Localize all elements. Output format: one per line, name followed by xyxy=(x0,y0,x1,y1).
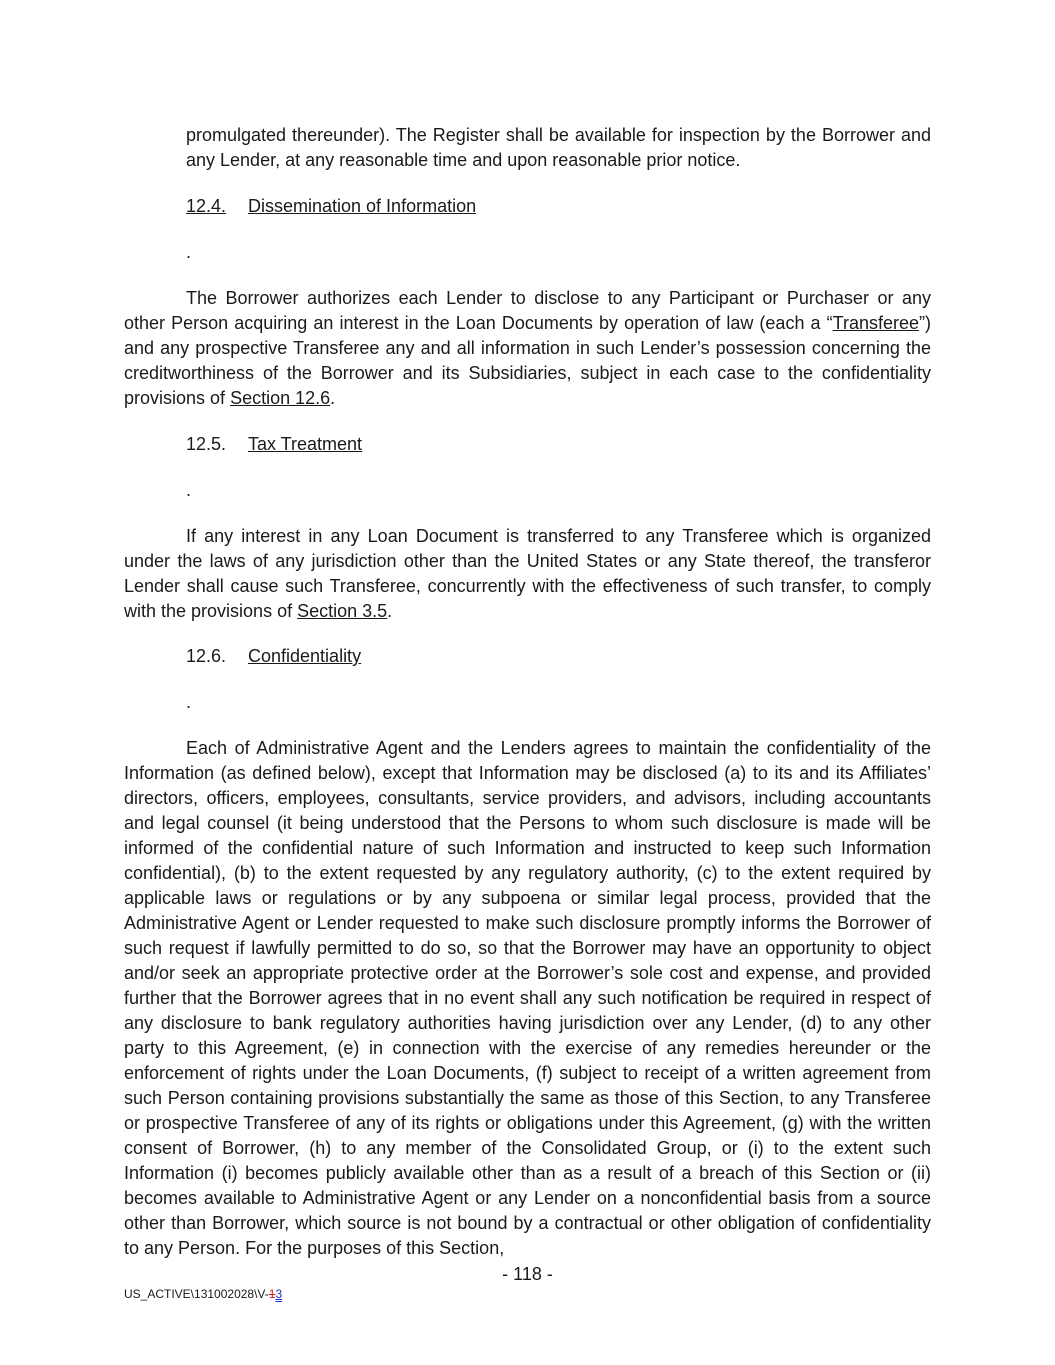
transferee-term: Transferee xyxy=(832,313,919,333)
section-12-4-body-a: The Borrower authorizes each Lender to disclose to any Participant or Purchaser or any other Person acquiring an interest in the Loan Documents by operation of law (each a “ xyxy=(124,288,931,333)
section-12-5-heading xyxy=(186,432,362,457)
section-12-4-dot: . xyxy=(186,242,192,262)
section-12-4-heading xyxy=(186,194,476,219)
document-id xyxy=(124,1286,282,1302)
section-12-6-reference: Section 12.6 xyxy=(230,388,331,408)
section-12-5-number: 12.5. xyxy=(186,434,227,454)
section-12-4-body xyxy=(124,286,931,411)
section-12-5-body-a: If any interest in any Loan Document is transferred to any Transferee which is organized under the laws of any jurisdiction other than the United States or any State thereof, the transferor Lender shall cause such Transferee, concurrently with the effectiveness of such transfer, to comply with the provisions of xyxy=(124,526,931,621)
section-12-5-body xyxy=(124,524,931,624)
section-12-5-title: Tax Treatment xyxy=(248,434,363,454)
section-12-4-body-c: . xyxy=(330,388,336,408)
section-12-5-body-b: . xyxy=(387,601,393,621)
section-3-5-reference: Section 3.5 xyxy=(297,601,388,621)
page-number: - 118 - xyxy=(502,1264,553,1284)
intro-paragraph: promulgated thereunder). The Register shall be available for inspection by the Borrower and any Lender, at any reasonable time and upon reasonable prior notice. xyxy=(186,125,931,170)
section-12-6-title: Confidentiality xyxy=(248,646,362,666)
section-12-6-number: 12.6. xyxy=(186,646,227,666)
section-12-4-body-b: ”) and any prospective Transferee any and all information in such Lender’s possession concerning the creditworthiness of the Borrower and its Subsidiaries, subject in each case to the confidentiality provisions of xyxy=(124,313,931,408)
document-id-inserted-version: 3 xyxy=(275,1287,283,1301)
section-12-6-body-text: Each of Administrative Agent and the Lenders agrees to maintain the confidentiality of the Information (as defined below), except that Information may be disclosed (a) to its and its Affiliates’ directors, officers, employees, consultants, service providers, and advisors, including accountants and legal counsel (it being understood that the Persons to whom such disclosure is made will be informed of the confidential nature of such Information and instructed to keep such Information confidential), (b) to the extent requested by any regulatory authority, (c) to the extent required by applicable laws or regulations or by any subpoena or similar legal process, provided that the Administrative Agent or Lender requested to make such disclosure promptly informs the Borrower of such request if lawfully permitted to do so, so that the Borrower may have an opportunity to object and/or seek an appropriate protective order at the Borrower’s sole cost and expense, and provided further that the Borrower agrees that in no event shall any such notification be required in respect of any disclosure to bank regulatory authorities having jurisdiction over any Lender, (d) to any other party to this Agreement, (e) in connection with the exercise of any remedies hereunder or the enforcement of rights under the Loan Documents, (f) subject to receipt of a written agreement from such Person containing provisions substantially the same as those of this Section, to any Transferee or prospective Transferee of any of its rights or obligations under this Agreement, (g) with the written consent of Borrower, (h) to any member of the Consolidated Group, or (i) to the extent such Information (i) becomes publicly available other than as a result of a breach of this Section or (ii) becomes available to Administrative Agent or any Lender on a nonconfidential basis from a source other than Borrower, which source is not bound by a contractual or other obligation of confidentiality to any Person. For the purposes of this Section, xyxy=(124,738,931,1258)
section-12-6-heading xyxy=(186,644,361,669)
section-12-6-dot: . xyxy=(186,692,192,712)
section-12-4-title: Dissemination of Information xyxy=(248,196,477,216)
section-12-5-dot: . xyxy=(186,480,192,500)
document-id-deleted-version: 1 xyxy=(268,1287,276,1301)
document-id-prefix: US_ACTIVE\131002028\V- xyxy=(124,1287,269,1301)
section-12-6-body xyxy=(124,736,931,1261)
section-12-4-number: 12.4. xyxy=(186,196,227,216)
